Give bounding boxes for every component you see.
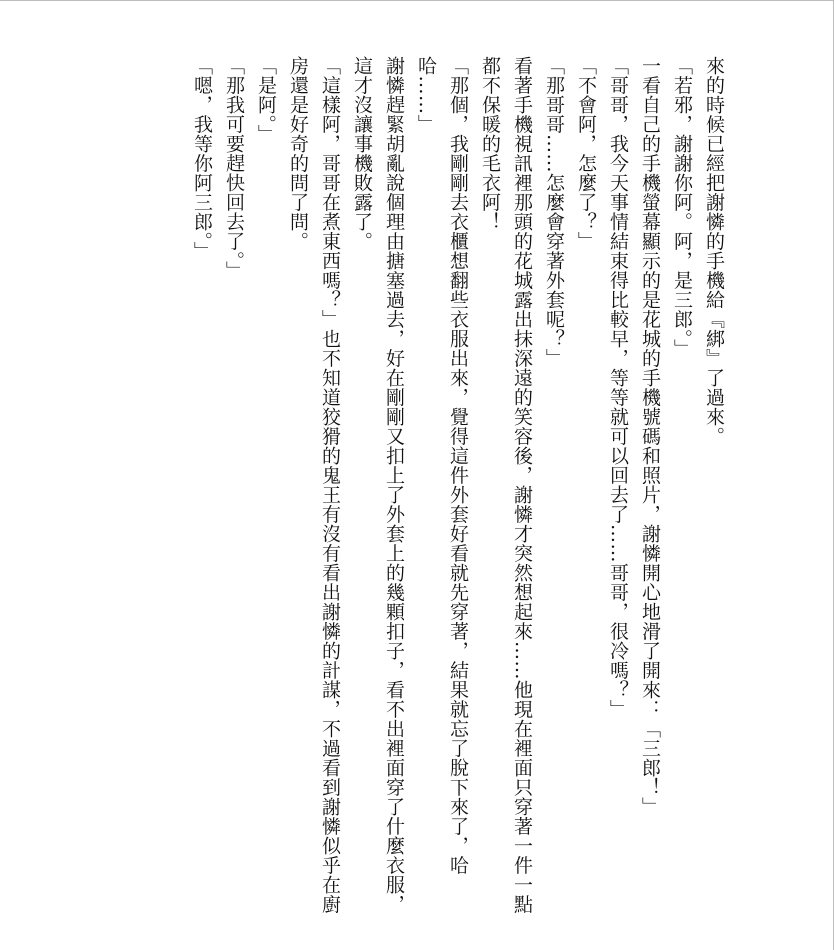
paragraph-line: 「若邪，謝謝你阿。阿，是三郎。」 <box>671 56 693 359</box>
paragraph-line: 「那個，我剛剛去衣櫃想翻些衣服出來，覺得這件外套好看就先穿著，結果就忘了脫下來了，哈哈……」 <box>415 56 469 875</box>
page-top-border <box>0 0 834 1</box>
paragraph-line: 「那我可要趕快回去了。」 <box>223 56 245 281</box>
paragraph-line: 「嗯，我等你阿三郎。」 <box>191 56 213 261</box>
paragraph-line: 「這樣阿，哥哥在煮東西嗎？」也不知道狡猾的鬼王有沒有看出謝憐的計謀，不過看到謝憐似乎在廚房還是好奇的問了問。 <box>287 56 341 914</box>
paragraph-line: 一看自己的手機螢幕顯示的是花城的手機號碼和照片，謝憐開心地滑了開來：「三郎！」 <box>639 56 661 817</box>
paragraph-line: 謝憐趕緊胡亂說個理由搪塞過去，好在剛剛又扣上了外套上的幾顆扣子，看不出裡面穿了什麼衣服，這才沒讓事機敗露了。 <box>351 56 405 914</box>
paragraph-line: 「哥哥，我今天事情結束得比較早，等等就可以回去了……哥哥，很冷嗎？」 <box>607 56 629 719</box>
paragraph-line: 「是阿。」 <box>255 56 277 144</box>
paragraph-line: 「那哥哥……怎麼會穿著外套呢？」 <box>543 56 565 368</box>
vertical-text-body <box>150 56 730 916</box>
paragraph-line: 「不會阿，怎麼了？」 <box>575 56 597 251</box>
paragraph-line: 來的時候已經把謝憐的手機給『綁』了過來。 <box>703 56 725 446</box>
paragraph-line: 看著手機視訊裡那頭的花城露出抹深遠的笑容後，謝憐才突然想起來……他現在裡面只穿著一件一點都不保暖的毛衣阿！ <box>479 56 533 914</box>
